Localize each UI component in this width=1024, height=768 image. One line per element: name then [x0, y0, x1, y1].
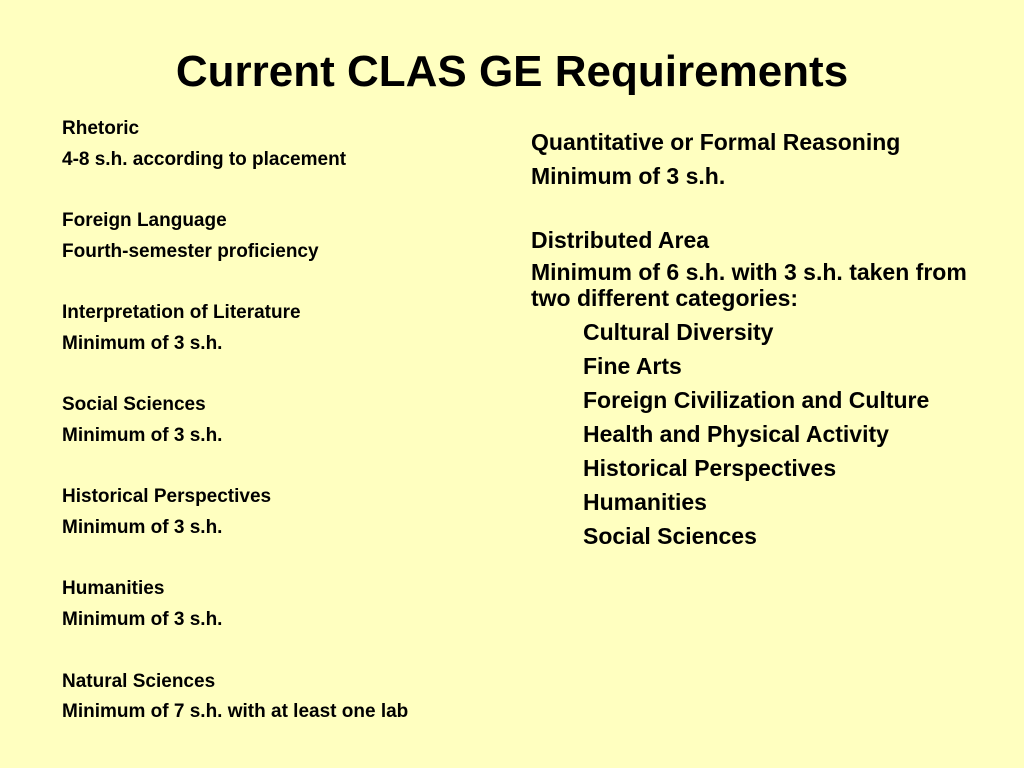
requirement-interpretation-of-literature: [62, 298, 512, 359]
requirement-heading: Historical Perspectives: [62, 486, 272, 508]
requirement-heading: Foreign Language: [62, 210, 227, 232]
requirement-heading: Natural Sciences: [62, 670, 216, 692]
requirement-heading: Social Sciences: [62, 394, 206, 416]
requirement-detail: Minimum of 7 s.h. with at least one lab: [62, 701, 409, 723]
category-item: Historical Perspectives: [583, 455, 837, 481]
quantitative-heading: Quantitative or Formal Reasoning: [531, 129, 901, 155]
quantitative-detail: Minimum of 3 s.h.: [531, 163, 726, 189]
requirement-natural-sciences: [62, 667, 512, 728]
right-column: [531, 127, 1001, 555]
requirement-historical-perspectives: [62, 482, 512, 543]
category-item: Health and Physical Activity: [583, 421, 889, 447]
category-item: Cultural Diversity: [583, 319, 774, 345]
spacer: [531, 195, 1001, 225]
requirement-heading: Rhetoric: [62, 118, 140, 139]
requirement-detail: Minimum of 3 s.h.: [62, 332, 223, 354]
requirement-foreign-language: [62, 206, 512, 267]
requirement-heading: Humanities: [62, 578, 165, 600]
requirement-detail: Minimum of 3 s.h.: [62, 517, 223, 539]
category-item: Fine Arts: [583, 353, 682, 379]
requirement-detail: Fourth-semester proficiency: [62, 240, 319, 262]
left-column: [62, 114, 512, 728]
distributed-detail: Minimum of 6 s.h. with 3 s.h. taken from two different categories:: [531, 259, 967, 311]
slide-title: Current CLAS GE Requirements: [175, 47, 849, 96]
requirement-heading: Interpretation of Literature: [62, 302, 301, 324]
requirement-detail: Minimum of 3 s.h.: [62, 424, 223, 446]
distributed-heading: Distributed Area: [531, 227, 710, 253]
requirement-humanities: [62, 574, 512, 635]
requirement-detail: Minimum of 3 s.h.: [62, 609, 223, 631]
category-item: Social Sciences: [583, 523, 757, 549]
category-item: Foreign Civilization and Culture: [583, 387, 930, 413]
requirement-social-sciences: [62, 390, 512, 451]
requirement-rhetoric: [62, 114, 512, 175]
category-item: Humanities: [583, 489, 707, 515]
requirement-detail: 4-8 s.h. according to placement: [62, 148, 347, 170]
